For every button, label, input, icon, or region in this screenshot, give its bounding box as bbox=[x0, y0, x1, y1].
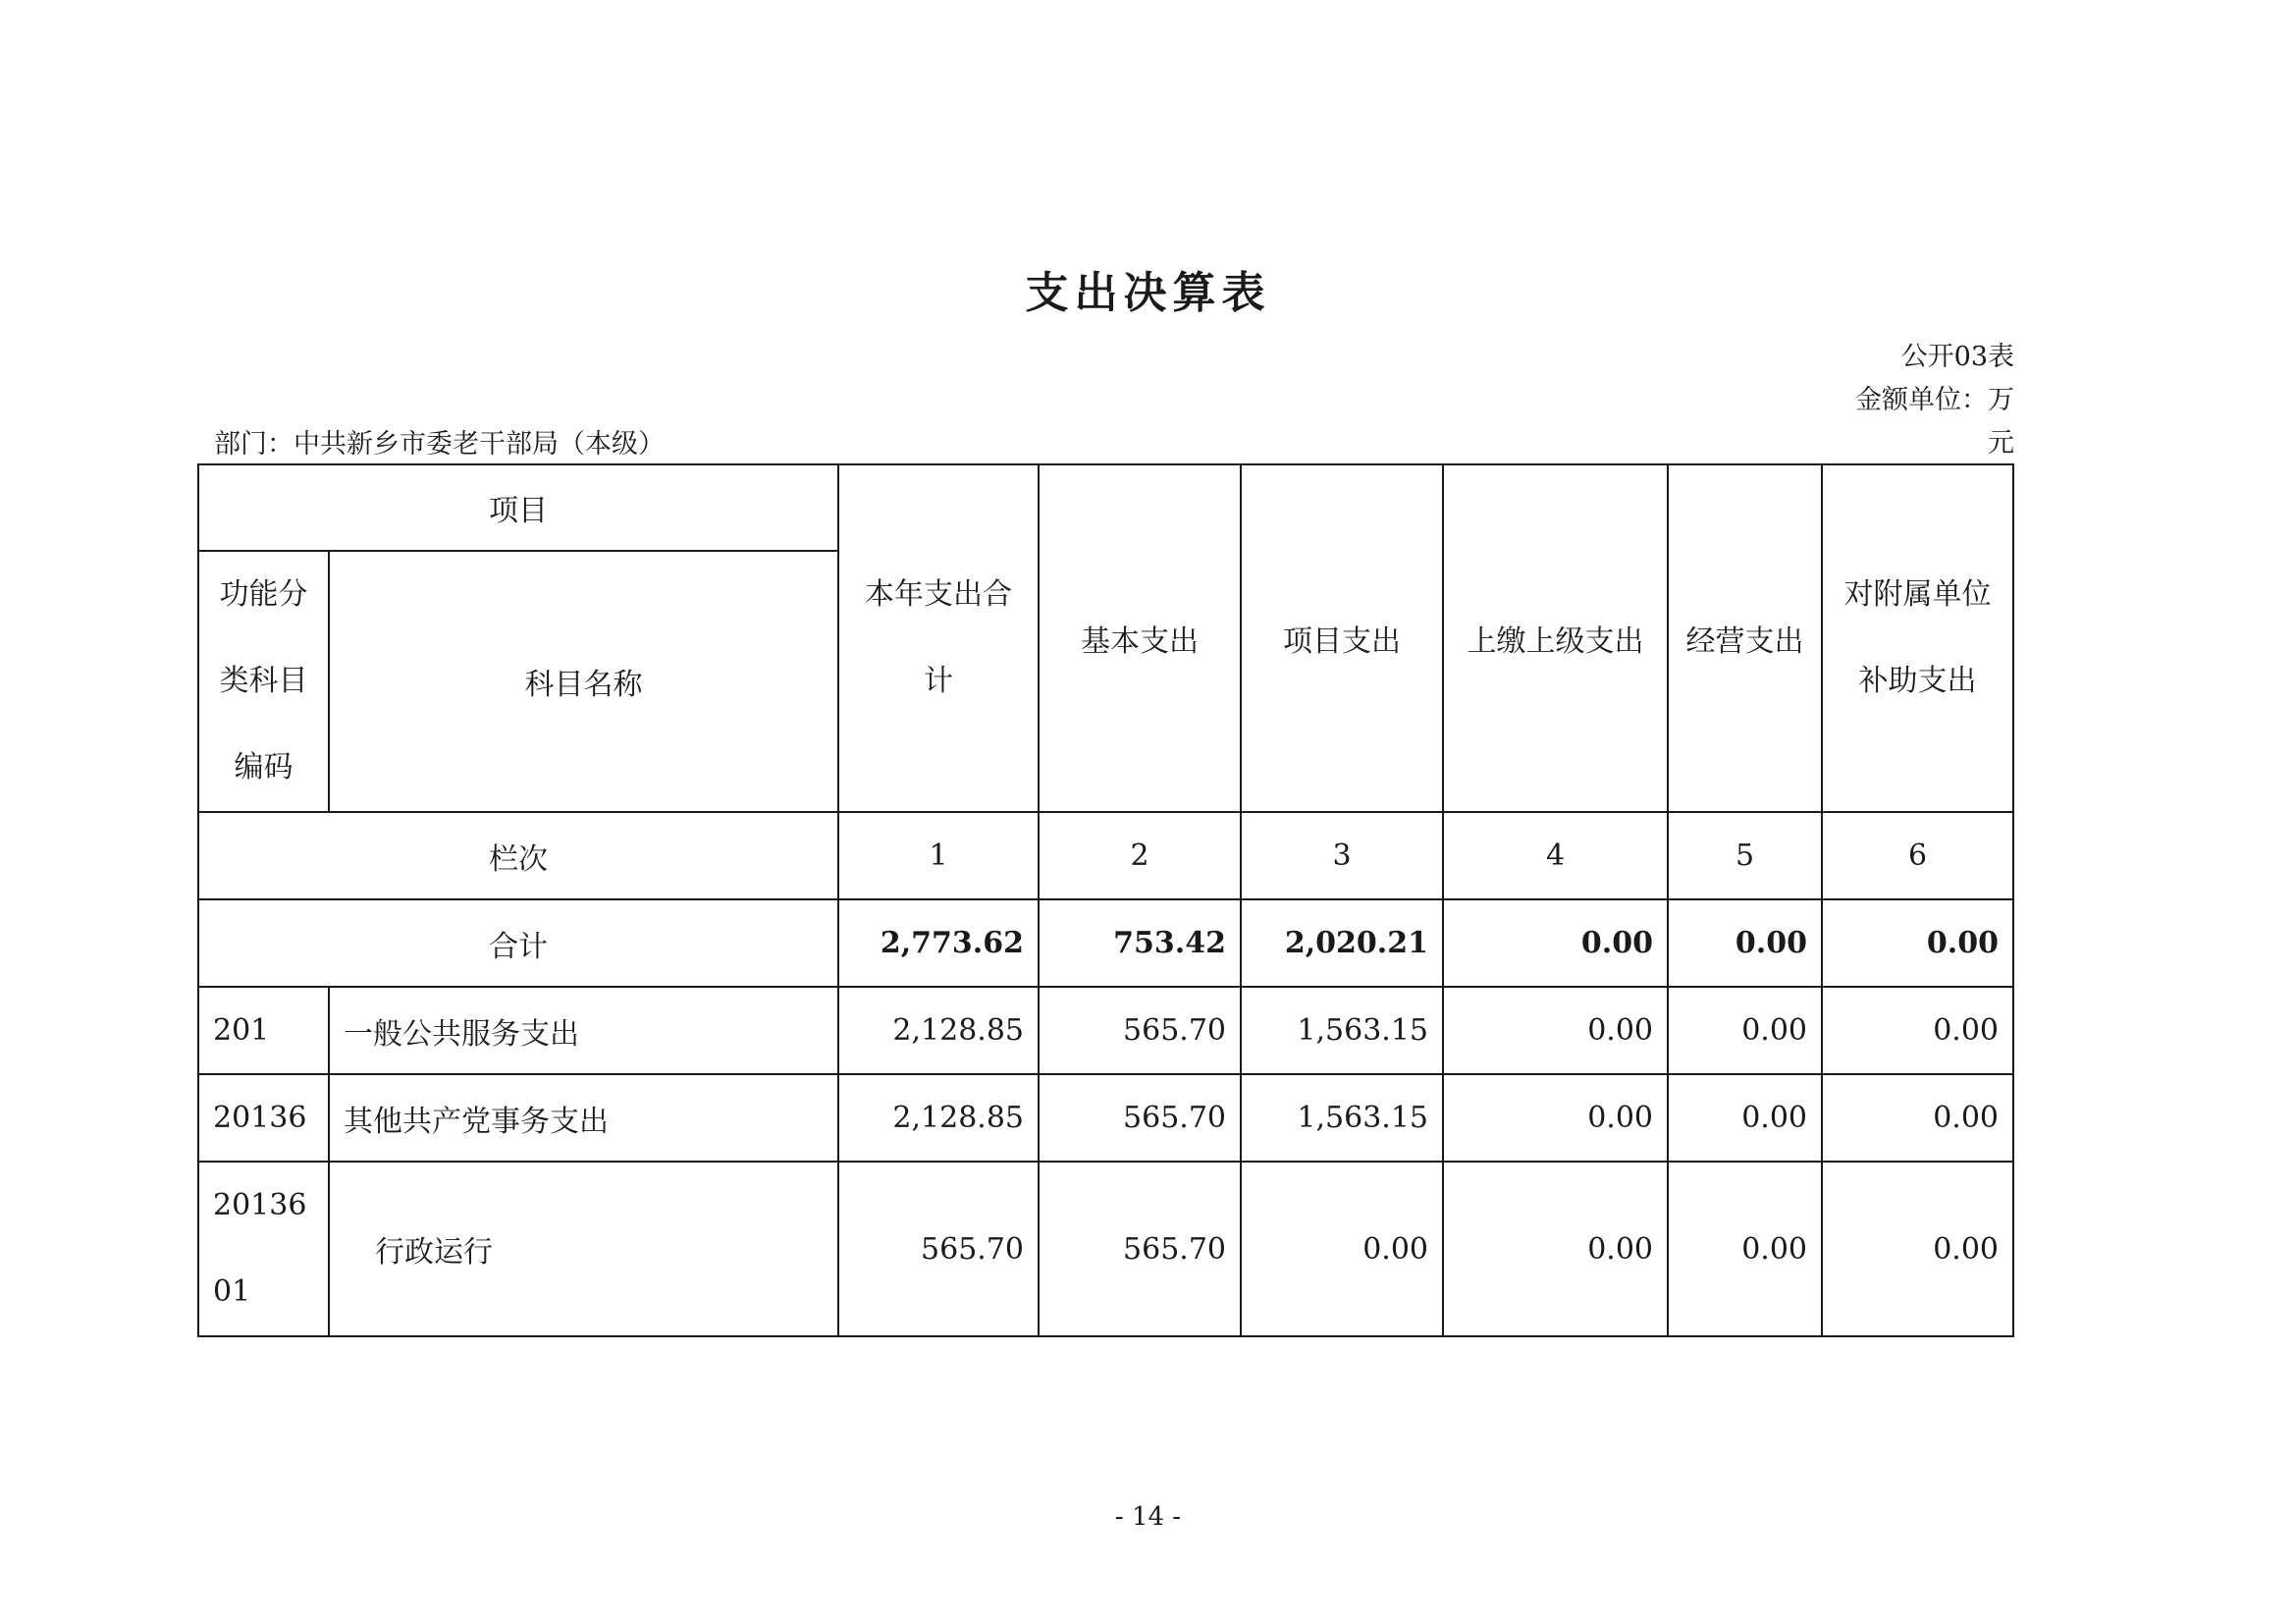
column-number: 1 bbox=[838, 812, 1039, 899]
total-row bbox=[198, 899, 2013, 987]
column-number: 6 bbox=[1822, 812, 2013, 899]
expenditure-table bbox=[197, 463, 2014, 1337]
header-basic: 基本支出 bbox=[1039, 464, 1241, 812]
amount-cell: 0.00 bbox=[1241, 1162, 1443, 1336]
amount-cell: 565.70 bbox=[1039, 1074, 1241, 1162]
amount-cell: 565.70 bbox=[838, 1162, 1039, 1336]
amount-cell: 0.00 bbox=[1443, 1162, 1668, 1336]
subject-name: 其他共产党事务支出 bbox=[329, 1074, 838, 1162]
department-label: 部门：中共新乡市委老干部局（本级） bbox=[214, 429, 665, 460]
subject-code: 20136 bbox=[198, 1074, 329, 1162]
column-number-label: 栏次 bbox=[198, 812, 838, 899]
table-row bbox=[198, 987, 2013, 1074]
amount-cell: 0.00 bbox=[1822, 1162, 2013, 1336]
subject-name: 一般公共服务支出 bbox=[329, 987, 838, 1074]
table-row bbox=[198, 1074, 2013, 1162]
header-subsidy: 对附属单位补助支出 bbox=[1822, 464, 2013, 812]
column-number: 4 bbox=[1443, 812, 1668, 899]
amount-cell: 565.70 bbox=[1039, 1162, 1241, 1336]
header-func-code: 功能分类科目编码 bbox=[198, 551, 329, 812]
amount-cell: 0.00 bbox=[1822, 1074, 2013, 1162]
amount-cell: 2,128.85 bbox=[838, 987, 1039, 1074]
total-value: 2,020.21 bbox=[1241, 899, 1443, 987]
amount-unit-line1: 金额单位：万 bbox=[1855, 385, 2014, 415]
amount-cell: 0.00 bbox=[1668, 987, 1822, 1074]
document-title: 支出决算表 bbox=[1025, 268, 1271, 318]
total-value: 753.42 bbox=[1039, 899, 1241, 987]
header-project: 项目支出 bbox=[1241, 464, 1443, 812]
amount-cell: 1,563.15 bbox=[1241, 1074, 1443, 1162]
column-number: 3 bbox=[1241, 812, 1443, 899]
total-value: 0.00 bbox=[1822, 899, 2013, 987]
table-row bbox=[198, 1162, 2013, 1336]
form-number: 公开03表 bbox=[1900, 342, 2014, 372]
header-total: 本年支出合计 bbox=[838, 464, 1039, 812]
subject-name: 行政运行 bbox=[329, 1162, 838, 1336]
amount-unit-line2: 元 bbox=[1988, 428, 2014, 459]
header-business: 经营支出 bbox=[1668, 464, 1822, 812]
total-value: 0.00 bbox=[1443, 899, 1668, 987]
header-upper: 上缴上级支出 bbox=[1443, 464, 1668, 812]
total-label: 合计 bbox=[198, 899, 838, 987]
header-row-1 bbox=[198, 464, 2013, 551]
subject-code: 2013601 bbox=[198, 1162, 329, 1336]
column-number: 5 bbox=[1668, 812, 1822, 899]
amount-cell: 0.00 bbox=[1443, 987, 1668, 1074]
amount-cell: 565.70 bbox=[1039, 987, 1241, 1074]
column-number: 2 bbox=[1039, 812, 1241, 899]
amount-cell: 1,563.15 bbox=[1241, 987, 1443, 1074]
header-item: 项目 bbox=[198, 464, 838, 551]
page-number: - 14 - bbox=[1114, 1502, 1182, 1532]
column-number-row bbox=[198, 812, 2013, 899]
amount-cell: 2,128.85 bbox=[838, 1074, 1039, 1162]
amount-cell: 0.00 bbox=[1443, 1074, 1668, 1162]
total-value: 0.00 bbox=[1668, 899, 1822, 987]
amount-cell: 0.00 bbox=[1822, 987, 2013, 1074]
amount-cell: 0.00 bbox=[1668, 1162, 1822, 1336]
subject-code: 201 bbox=[198, 987, 329, 1074]
amount-cell: 0.00 bbox=[1668, 1074, 1822, 1162]
total-value: 2,773.62 bbox=[838, 899, 1039, 987]
header-subject-name: 科目名称 bbox=[329, 551, 838, 812]
